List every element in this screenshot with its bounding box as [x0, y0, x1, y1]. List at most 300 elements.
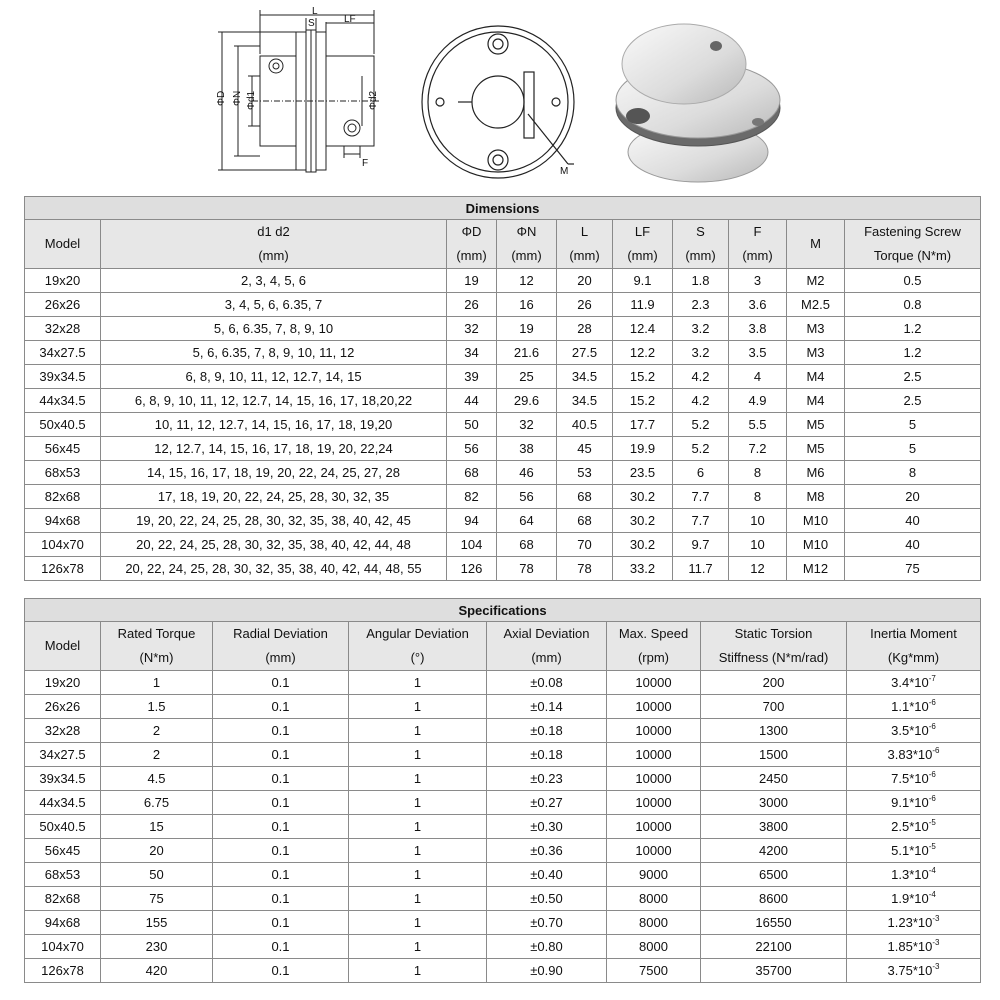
table-cell: 0.8 [845, 293, 981, 317]
table-cell: 16 [497, 293, 557, 317]
table-cell: 1 [349, 767, 487, 791]
dimensions-column-header [845, 220, 981, 269]
model-cell: 50x40.5 [25, 413, 101, 437]
model-cell: 19x20 [25, 269, 101, 293]
table-cell: M10 [787, 533, 845, 557]
model-cell: 82x68 [25, 887, 101, 911]
table-cell: 50 [101, 863, 213, 887]
table-row [25, 791, 981, 815]
table-cell: 7500 [607, 959, 701, 983]
table-row [25, 557, 981, 581]
table-cell: 34 [447, 341, 497, 365]
table-cell: 32 [497, 413, 557, 437]
header-line: d1 d2 [257, 224, 290, 239]
table-cell: 2450 [701, 767, 847, 791]
model-cell: 19x20 [25, 671, 101, 695]
value-exponent: -4 [928, 866, 936, 875]
table-cell: 200 [701, 671, 847, 695]
table-cell: 0.1 [213, 743, 349, 767]
table-cell [847, 959, 981, 983]
table-cell: 3000 [701, 791, 847, 815]
dimensions-column-header [557, 220, 613, 269]
specifications-column-header [349, 622, 487, 671]
header-line: Radial Deviation [233, 626, 328, 641]
table-cell: 3, 4, 5, 6, 6.35, 7 [101, 293, 447, 317]
table-cell: 10000 [607, 719, 701, 743]
table-cell: 30.2 [613, 485, 673, 509]
table-cell: 3.5 [729, 341, 787, 365]
table-cell: 15.2 [613, 389, 673, 413]
value-exponent: -5 [928, 818, 936, 827]
table-cell: 1 [349, 863, 487, 887]
table-cell: 8 [729, 461, 787, 485]
table-cell: ±0.18 [487, 719, 607, 743]
table-cell: 19, 20, 22, 24, 25, 28, 30, 32, 35, 38, 40, 42, 45 [101, 509, 447, 533]
bolt-hole-icon [488, 150, 508, 170]
table-row [25, 317, 981, 341]
table-cell: 15 [101, 815, 213, 839]
screw-hole-icon [752, 118, 764, 126]
value-base: 3.75*10 [887, 963, 933, 978]
table-cell [847, 935, 981, 959]
coupling-side-view-drawing [212, 6, 382, 182]
table-cell: 38 [497, 437, 557, 461]
model-cell: 82x68 [25, 485, 101, 509]
table-cell: 8600 [701, 887, 847, 911]
table-cell: 8 [845, 461, 981, 485]
table-cell: 1.2 [845, 341, 981, 365]
table-cell [847, 911, 981, 935]
dimensions-body [25, 269, 981, 581]
table-cell: 70 [557, 533, 613, 557]
header-line: Model [44, 236, 81, 251]
table-cell: 5 [845, 437, 981, 461]
table-cell: 56 [497, 485, 557, 509]
table-cell [847, 791, 981, 815]
table-cell: M12 [787, 557, 845, 581]
model-cell: 39x34.5 [25, 767, 101, 791]
dimensions-column-header [787, 220, 845, 269]
table-cell: 82 [447, 485, 497, 509]
table-row [25, 365, 981, 389]
table-cell: 45 [557, 437, 613, 461]
header-line: (mm) [742, 248, 773, 263]
table-cell: 0.1 [213, 863, 349, 887]
value-base: 3.83*10 [887, 747, 933, 762]
table-cell: 2.5 [845, 365, 981, 389]
value-exponent: -3 [932, 962, 940, 971]
table-cell: 20 [845, 485, 981, 509]
dimensions-column-header [497, 220, 557, 269]
table-cell: 0.1 [213, 719, 349, 743]
table-cell: 1 [349, 887, 487, 911]
value-base: 2.5*10 [891, 819, 929, 834]
table-cell: 6, 8, 9, 10, 11, 12, 12.7, 14, 15, 16, 17, 18,20,22 [101, 389, 447, 413]
table-cell: 0.1 [213, 935, 349, 959]
table-cell: ±0.23 [487, 767, 607, 791]
table-cell: M3 [787, 317, 845, 341]
screw-icon [269, 59, 283, 73]
value-base: 1.3*10 [891, 867, 929, 882]
table-cell: 1 [349, 719, 487, 743]
table-cell: 68 [557, 509, 613, 533]
table-cell: 1 [101, 671, 213, 695]
model-cell: 32x28 [25, 719, 101, 743]
value-exponent: -3 [932, 938, 940, 947]
table-cell: 10000 [607, 815, 701, 839]
header-line: Fastening Screw [864, 224, 961, 239]
value-exponent: -4 [928, 890, 936, 899]
value-exponent: -3 [932, 914, 940, 923]
table-cell: 155 [101, 911, 213, 935]
table-cell: 75 [101, 887, 213, 911]
header-line: Rated Torque [117, 626, 196, 641]
model-cell: 68x53 [25, 461, 101, 485]
header-line: (mm) [685, 248, 716, 263]
header-line: Max. Speed [618, 626, 689, 641]
table-cell: 104 [447, 533, 497, 557]
table-cell: 1 [349, 911, 487, 935]
model-cell: 50x40.5 [25, 815, 101, 839]
table-cell: 1300 [701, 719, 847, 743]
table-cell: 700 [701, 695, 847, 719]
coupling-front-view-drawing [418, 22, 578, 182]
table-cell: 8000 [607, 935, 701, 959]
header-line: (Kg*mm) [887, 650, 940, 665]
header-line: (mm) [258, 248, 289, 263]
table-cell: 7.7 [673, 485, 729, 509]
table-cell: 40 [845, 533, 981, 557]
table-row [25, 269, 981, 293]
table-row [25, 341, 981, 365]
table-cell: 1.2 [845, 317, 981, 341]
specifications-column-header [847, 622, 981, 671]
specifications-table [24, 598, 981, 983]
model-cell: 126x78 [25, 557, 101, 581]
table-cell: 10 [729, 509, 787, 533]
table-cell [847, 863, 981, 887]
table-cell: M4 [787, 365, 845, 389]
table-cell: 9.1 [613, 269, 673, 293]
table-cell [847, 767, 981, 791]
model-cell: 32x28 [25, 317, 101, 341]
table-cell: ±0.14 [487, 695, 607, 719]
screw-icon [344, 120, 360, 136]
table-cell: 6, 8, 9, 10, 11, 12, 12.7, 14, 15 [101, 365, 447, 389]
dimensions-column-header [25, 220, 101, 269]
disc-hole-icon [552, 98, 560, 106]
table-cell: ±0.08 [487, 671, 607, 695]
model-cell: 104x70 [25, 935, 101, 959]
table-cell [847, 671, 981, 695]
header-line: Angular Deviation [366, 626, 469, 641]
table-cell: 6500 [701, 863, 847, 887]
table-cell [847, 695, 981, 719]
model-cell: 68x53 [25, 863, 101, 887]
table-cell: 68 [447, 461, 497, 485]
value-base: 7.5*10 [891, 771, 929, 786]
header-line: ΦD [461, 224, 482, 239]
specifications-column-header [101, 622, 213, 671]
table-cell: ±0.18 [487, 743, 607, 767]
value-base: 1.9*10 [891, 891, 929, 906]
table-cell: 23.5 [613, 461, 673, 485]
table-cell [847, 887, 981, 911]
table-cell: 1.8 [673, 269, 729, 293]
table-cell: 1 [349, 935, 487, 959]
table-cell: 0.1 [213, 815, 349, 839]
table-cell: 3 [729, 269, 787, 293]
table-cell: 3.2 [673, 317, 729, 341]
table-cell: 20 [101, 839, 213, 863]
header-line: (rpm) [637, 650, 670, 665]
table-cell: 0.1 [213, 911, 349, 935]
table-cell: 2 [101, 743, 213, 767]
model-cell: 126x78 [25, 959, 101, 983]
product-photo [598, 12, 782, 190]
table-cell: 20, 22, 24, 25, 28, 30, 32, 35, 38, 40, 42, 44, 48 [101, 533, 447, 557]
table-cell: 0.5 [845, 269, 981, 293]
table-cell: 19 [447, 269, 497, 293]
table-row [25, 389, 981, 413]
table-cell: 11.9 [613, 293, 673, 317]
table-row [25, 935, 981, 959]
table-row [25, 743, 981, 767]
table-cell: 0.1 [213, 959, 349, 983]
header-line: (mm) [511, 248, 542, 263]
table-cell: 17, 18, 19, 20, 22, 24, 25, 28, 30, 32, 35 [101, 485, 447, 509]
header-line: Static Torsion [734, 626, 813, 641]
header-line: F [753, 224, 762, 239]
header-line: (mm) [627, 248, 658, 263]
table-cell: 10000 [607, 695, 701, 719]
screw-hole-icon [710, 41, 722, 51]
table-cell: 94 [447, 509, 497, 533]
header-line: LF [634, 224, 651, 239]
value-base: 3.4*10 [891, 675, 929, 690]
table-cell: M5 [787, 413, 845, 437]
table-cell: 10000 [607, 839, 701, 863]
table-cell: 40 [845, 509, 981, 533]
table-cell: 4.5 [101, 767, 213, 791]
model-cell: 34x27.5 [25, 743, 101, 767]
table-cell: 0.1 [213, 671, 349, 695]
table-cell: 29.6 [497, 389, 557, 413]
dimensions-column-header [729, 220, 787, 269]
table-cell: 2, 3, 4, 5, 6 [101, 269, 447, 293]
table-cell: 230 [101, 935, 213, 959]
table-cell: 5, 6, 6.35, 7, 8, 9, 10, 11, 12 [101, 341, 447, 365]
table-cell: 19 [497, 317, 557, 341]
value-exponent: -6 [928, 770, 936, 779]
upper-hub [622, 24, 746, 104]
bolt-hole-icon [488, 34, 508, 54]
value-base: 3.5*10 [891, 723, 929, 738]
header-line: S [696, 224, 705, 239]
table-cell: 0.1 [213, 887, 349, 911]
table-cell: 35700 [701, 959, 847, 983]
table-cell: 17.7 [613, 413, 673, 437]
table-cell: 420 [101, 959, 213, 983]
label-d2: Φd2 [368, 90, 379, 110]
table-cell: 20 [557, 269, 613, 293]
specifications-body [25, 671, 981, 983]
table-cell: M5 [787, 437, 845, 461]
table-cell: 9000 [607, 863, 701, 887]
table-cell: 78 [497, 557, 557, 581]
specifications-column-header [487, 622, 607, 671]
table-cell: ±0.50 [487, 887, 607, 911]
label-LF: LF [344, 14, 356, 25]
model-cell: 26x26 [25, 293, 101, 317]
specifications-title: Specifications [25, 599, 981, 622]
table-cell: 8 [729, 485, 787, 509]
label-N: ΦN [232, 90, 243, 106]
table-cell: 21.6 [497, 341, 557, 365]
label-F: F [362, 158, 369, 169]
model-cell: 56x45 [25, 839, 101, 863]
table-cell: 4.2 [673, 365, 729, 389]
table-row [25, 671, 981, 695]
table-cell: ±0.30 [487, 815, 607, 839]
dimensions-table [24, 196, 981, 581]
table-cell: 2.5 [845, 389, 981, 413]
table-cell: 1 [349, 815, 487, 839]
model-cell: 44x34.5 [25, 791, 101, 815]
table-row [25, 413, 981, 437]
table-cell: 1 [349, 743, 487, 767]
table-cell: 6.75 [101, 791, 213, 815]
table-cell: 5.2 [673, 437, 729, 461]
table-cell: M4 [787, 389, 845, 413]
bore-outline [472, 76, 524, 128]
table-cell: 1 [349, 959, 487, 983]
label-M: M [560, 166, 569, 177]
header-line: (mm) [569, 248, 600, 263]
table-cell: 3800 [701, 815, 847, 839]
table-cell: 19.9 [613, 437, 673, 461]
model-cell: 104x70 [25, 533, 101, 557]
table-cell: M10 [787, 509, 845, 533]
table-row [25, 719, 981, 743]
specifications-header-row [25, 622, 981, 671]
value-exponent: -6 [928, 698, 936, 707]
specifications-column-header [213, 622, 349, 671]
table-row [25, 533, 981, 557]
table-cell: 5.2 [673, 413, 729, 437]
header-line: L [580, 224, 589, 239]
model-cell: 34x27.5 [25, 341, 101, 365]
table-cell: 22100 [701, 935, 847, 959]
specifications-column-header [25, 622, 101, 671]
value-base: 1.1*10 [891, 699, 929, 714]
table-cell: ±0.27 [487, 791, 607, 815]
table-cell: 10000 [607, 791, 701, 815]
clamp-slot [524, 72, 534, 138]
table-cell: 7.7 [673, 509, 729, 533]
table-cell: 9.7 [673, 533, 729, 557]
table-row [25, 695, 981, 719]
value-exponent: -6 [928, 722, 936, 731]
dimensions-header-row [25, 220, 981, 269]
table-cell: 28 [557, 317, 613, 341]
table-cell: 1 [349, 839, 487, 863]
table-cell: 4.9 [729, 389, 787, 413]
table-cell: 1500 [701, 743, 847, 767]
dimensions-title: Dimensions [25, 197, 981, 220]
table-row [25, 959, 981, 983]
table-cell: 33.2 [613, 557, 673, 581]
value-base: 1.85*10 [887, 939, 933, 954]
table-cell: 10 [729, 533, 787, 557]
table-cell: 32 [447, 317, 497, 341]
table-cell: 20, 22, 24, 25, 28, 30, 32, 35, 38, 40, 42, 44, 48, 55 [101, 557, 447, 581]
table-cell [847, 839, 981, 863]
table-cell: 2.3 [673, 293, 729, 317]
table-cell: 8000 [607, 911, 701, 935]
value-exponent: -6 [932, 746, 940, 755]
table-cell: 12, 12.7, 14, 15, 16, 17, 18, 19, 20, 22,24 [101, 437, 447, 461]
table-row [25, 863, 981, 887]
table-cell: 1 [349, 695, 487, 719]
value-exponent: -7 [928, 674, 936, 683]
table-cell: ±0.80 [487, 935, 607, 959]
table-cell: 26 [447, 293, 497, 317]
table-cell: 78 [557, 557, 613, 581]
table-cell: 75 [845, 557, 981, 581]
header-line: (N*m) [139, 650, 174, 665]
table-cell: 3.8 [729, 317, 787, 341]
header-line: Stiffness (N*m/rad) [718, 650, 829, 665]
table-cell: 15.2 [613, 365, 673, 389]
table-cell: 4 [729, 365, 787, 389]
label-d1: Φd1 [246, 90, 257, 110]
table-cell: 0.1 [213, 695, 349, 719]
table-cell: 46 [497, 461, 557, 485]
table-cell: 14, 15, 16, 17, 18, 19, 20, 22, 24, 25, 27, 28 [101, 461, 447, 485]
table-cell: 4.2 [673, 389, 729, 413]
table-cell: 10000 [607, 671, 701, 695]
table-row [25, 767, 981, 791]
table-cell: 2 [101, 719, 213, 743]
header-line: ΦN [516, 224, 537, 239]
table-cell: 3.2 [673, 341, 729, 365]
table-cell: 8000 [607, 887, 701, 911]
table-cell: 5 [845, 413, 981, 437]
dimensions-column-header [101, 220, 447, 269]
header-line: M [810, 236, 821, 251]
table-cell: 27.5 [557, 341, 613, 365]
table-cell: 34.5 [557, 389, 613, 413]
header-line: (mm) [531, 650, 562, 665]
table-cell: 56 [447, 437, 497, 461]
table-cell: 7.2 [729, 437, 787, 461]
table-cell: 12.2 [613, 341, 673, 365]
table-cell: M8 [787, 485, 845, 509]
table-cell: 10000 [607, 767, 701, 791]
table-cell: 40.5 [557, 413, 613, 437]
table-row [25, 485, 981, 509]
table-cell: 25 [497, 365, 557, 389]
model-cell: 26x26 [25, 695, 101, 719]
specifications-column-header [701, 622, 847, 671]
table-row [25, 815, 981, 839]
table-cell: 10, 11, 12, 12.7, 14, 15, 16, 17, 18, 19,20 [101, 413, 447, 437]
specifications-column-header [607, 622, 701, 671]
value-exponent: -6 [928, 794, 936, 803]
header-line: Model [44, 638, 81, 653]
table-cell: 12 [497, 269, 557, 293]
